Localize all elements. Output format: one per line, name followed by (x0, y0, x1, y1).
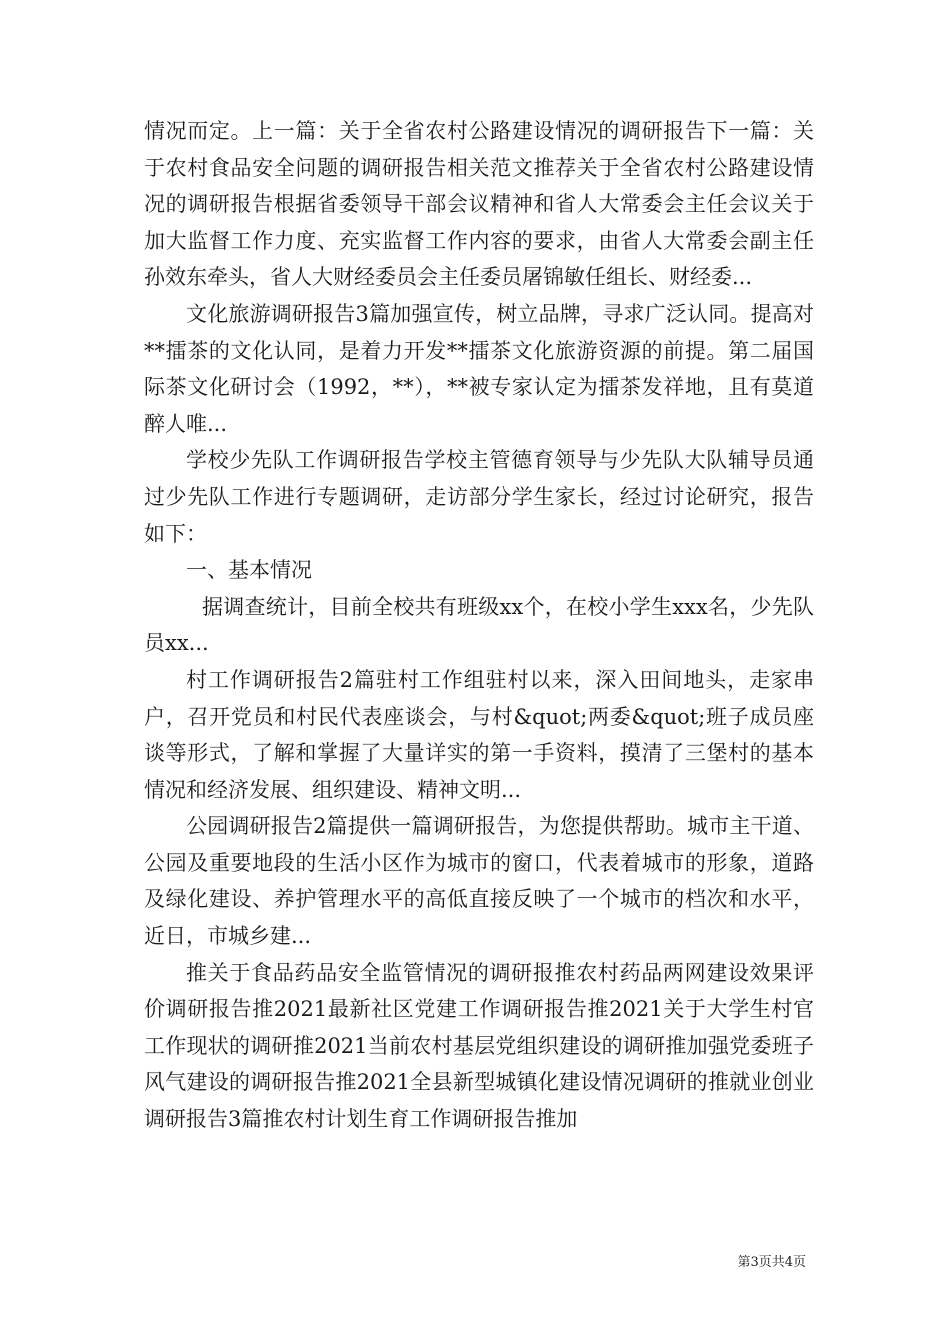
paragraph-7: 推关于食品药品安全监管情况的调研报推农村药品两网建设效果评价调研报告推2021最新社区党建工作调研报告推2021关于大学生村官工作现状的调研推2021当前农村基层党组织建设的调研推加强党委班子风气建设的调研报告推2021全县新型城镇化建设情况调研的推就业创业调研报告3篇推农村计划生育工作调研报告推加 (144, 960, 814, 1132)
page-number: 第3页共4页 (737, 1255, 806, 1270)
paragraph-5: 村工作调研报告2篇驻村工作组驻村以来，深入田间地头，走家串户，召开党员和村民代表座谈会，与村&quot;两委&quot;班子成员座谈等形式，了解和掌握了大量详实的第一手资料，摸清了三堡村的基本情况和经济发展、组织建设、精神文明... (144, 667, 814, 802)
paragraph-4: 据调查统计，目前全校共有班级xx个，在校小学生xxx名，少先队员xx... (144, 594, 814, 656)
paragraph-2: 文化旅游调研报告3篇加强宣传，树立品牌，寻求广泛认同。提高对**擂茶的文化认同，是着力开发**擂茶文化旅游资源的前提。第二届国际茶文化研讨会（1992，**），**被专家认定为擂茶发祥地，且有莫道醉人唯... (144, 301, 814, 436)
paragraph-3: 学校少先队工作调研报告学校主管德育领导与少先队大队辅导员通过少先队工作进行专题调研，走访部分学生家长，经过讨论研究，报告如下： (144, 448, 814, 546)
section-heading: 一、基本情况 (186, 558, 312, 583)
paragraph-6: 公园调研报告2篇提供一篇调研报告，为您提供帮助。城市主干道、公园及重要地段的生活小区作为城市的窗口，代表着城市的形象，道路及绿化建设、养护管理水平的高低直接反映了一个城市的档次和水平，近日，市城乡建... (144, 814, 814, 949)
document-body (144, 113, 814, 1138)
paragraph-1: 情况而定。上一篇：关于全省农村公路建设情况的调研报告下一篇：关于农村食品安全问题的调研报告相关范文推荐关于全省农村公路建设情况的调研报告根据省委领导干部会议精神和省人大常委会主任会议关于加大监督工作力度、充实监督工作内容的要求，由省人大常委会副主任孙效东牵头，省人大财经委员会主任委员屠锦敏任组长、财经委... (144, 119, 814, 290)
